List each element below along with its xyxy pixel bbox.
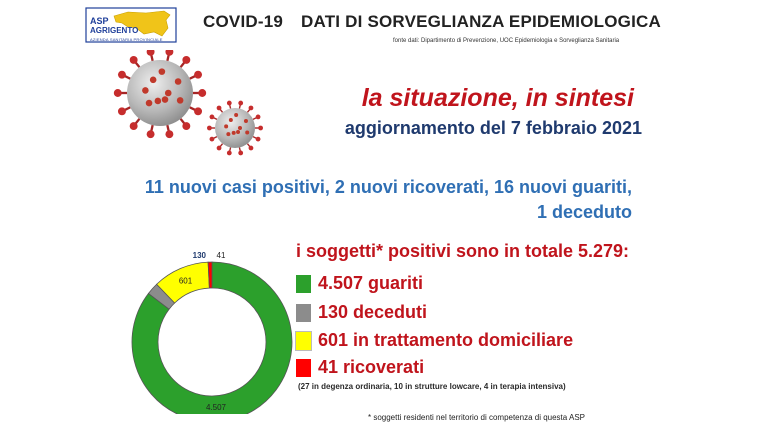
legend-label: 601 in trattamento domiciliare	[318, 330, 574, 350]
logo-name-text: AGRIGENTO	[90, 26, 139, 35]
legend-swatch-green	[296, 275, 311, 293]
logo-tagline-text: AZIENDA SANITARIA PROVINCIALE	[90, 37, 163, 42]
total-positives: i soggetti* positivi sono in totale 5.279:	[296, 241, 630, 261]
legend-label: 41 ricoverati	[318, 357, 425, 377]
footnote: * soggetti residenti nel territorio di competenza di questa ASP	[368, 413, 586, 422]
hospital-detail-note: (27 in degenza ordinaria, 10 in strutture lowcare, 4 in terapia intensiva)	[298, 382, 566, 391]
legend-label: 4.507 guariti	[318, 273, 424, 293]
data-source: fonte dati: Dipartimento di Prevenzione, UOC Epidemiologia e Sorveglianza Sanitaria	[393, 38, 620, 44]
asp-agrigento-logo	[84, 6, 178, 46]
legend-swatch-grey	[296, 304, 311, 322]
donut-chart	[130, 222, 294, 414]
legend-swatch-yellow	[296, 332, 311, 350]
donut-label-3: 601	[178, 276, 193, 286]
headline: la situazione, in sintesi	[361, 84, 634, 112]
donut-label-1: 4.507	[205, 403, 227, 412]
legend-swatch-red	[296, 359, 311, 377]
title-covid: COVID-19	[203, 12, 284, 31]
legend-label: 130 deceduti	[318, 302, 428, 322]
donut-label-2: 130	[192, 251, 206, 260]
page-title	[203, 12, 661, 32]
title-surveillance: DATI DI SORVEGLIANZA EPIDEMIOLOGICA	[301, 12, 661, 31]
logo-asp-text: ASP	[90, 16, 109, 26]
update-date: aggiornamento del 7 febbraio 2021	[344, 118, 642, 138]
donut-label-4: 41	[216, 251, 226, 260]
daily-summary-line1: 11 nuovi casi positivi, 2 nuovi ricoverati, 16 nuovi guariti,	[144, 177, 632, 197]
daily-summary-line2: 1 deceduto	[536, 202, 632, 222]
